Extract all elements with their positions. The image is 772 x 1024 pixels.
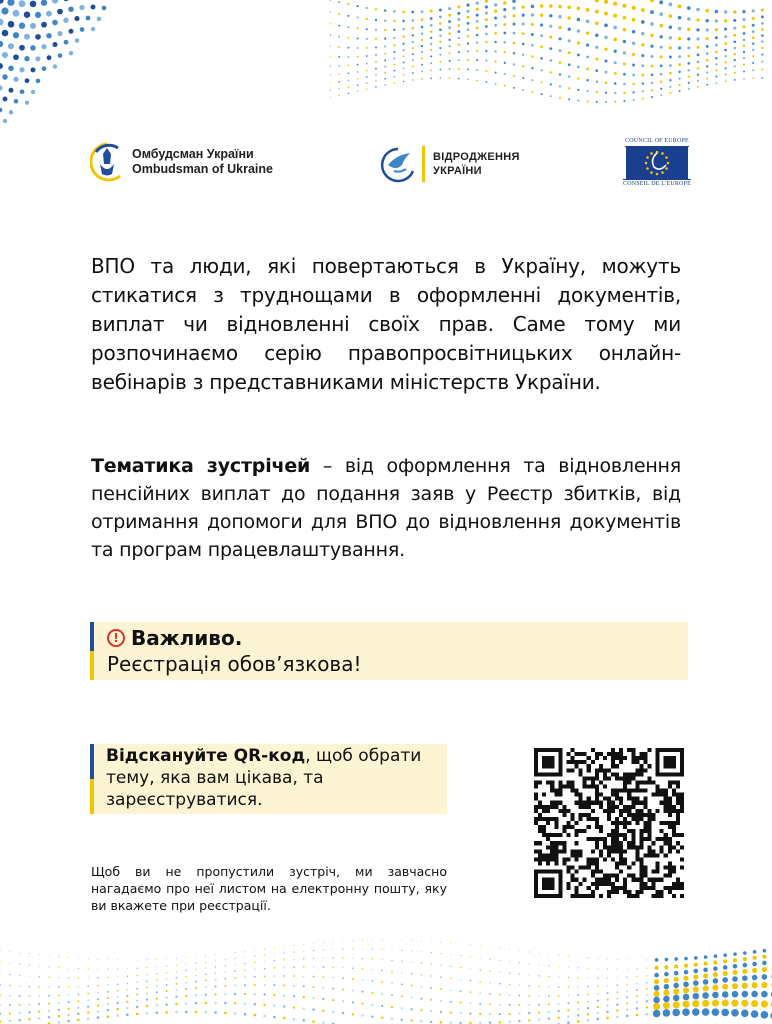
topics-paragraph — [91, 452, 681, 564]
scan-qr-callout — [90, 744, 447, 814]
qr-code[interactable] — [534, 748, 684, 898]
reminder-note: Щоб ви не пропустили зустріч, ми завчасно нагадаємо про неї листом на електронну пошту, яку ви вкажете при реєстрації. — [91, 864, 447, 913]
decorative-dots-bottom — [0, 930, 772, 1024]
intro-paragraph: ВПО та люди, які повертаються в Україну, можуть стикатися з труднощами в оформленні документів, виплат чи відновленні своїх прав. Саме тому ми розпочинаємо серію правопросвітницьких онлайн-вебінарів з представниками міністерств України. — [91, 254, 681, 394]
important-title: Важливо. — [131, 626, 243, 650]
scan-instruction-bold: Відскануйте QR-код — [106, 746, 306, 766]
scan-instruction-text: , щоб обрати тему, яка вам цікава, та зареєструватися. — [106, 746, 422, 810]
dove-icon — [380, 145, 416, 183]
scan-instruction — [106, 745, 446, 811]
accent-stripe-yellow — [90, 651, 94, 680]
decorative-dots-top-left — [0, 0, 120, 130]
warning-icon: ! — [107, 629, 125, 647]
topics-label: Тематика зустрічей — [91, 455, 311, 477]
ombudsman-name-ua: Омбудсман України — [132, 147, 254, 161]
accent-stripe-blue — [90, 622, 94, 651]
vidrodzhennia-line2: УКРАЇНИ — [433, 165, 482, 177]
accent-stripe-yellow — [90, 779, 94, 814]
logo-divider — [422, 146, 425, 182]
ombudsman-logo — [90, 138, 273, 186]
important-title-row — [107, 625, 242, 651]
council-of-europe-logo — [625, 138, 689, 190]
accent-stripe-blue — [90, 744, 94, 779]
coe-name-en: COUNCIL OF EUROPE — [625, 138, 689, 147]
vidrodzhennia-logo — [380, 142, 520, 186]
vidrodzhennia-line1: ВІДРОДЖЕННЯ — [433, 151, 520, 163]
topics-text: – від оформлення та відновлення пенсійних виплат до подання заяв у Реєстр збитків, від отримання допомоги для ВПО до відновлення документів та програм працевлаштування. — [91, 455, 682, 561]
decorative-dots-top-right — [330, 0, 772, 115]
stars-circle-icon — [626, 147, 688, 179]
coe-name-fr: CONSEIL DE L'EUROPE — [623, 181, 691, 187]
important-text: Реєстрація обов’язкова! — [107, 652, 362, 676]
important-notice — [90, 622, 688, 680]
ombudsman-emblem-icon — [90, 140, 124, 184]
ombudsman-name-en: Ombudsman of Ukraine — [132, 162, 273, 176]
